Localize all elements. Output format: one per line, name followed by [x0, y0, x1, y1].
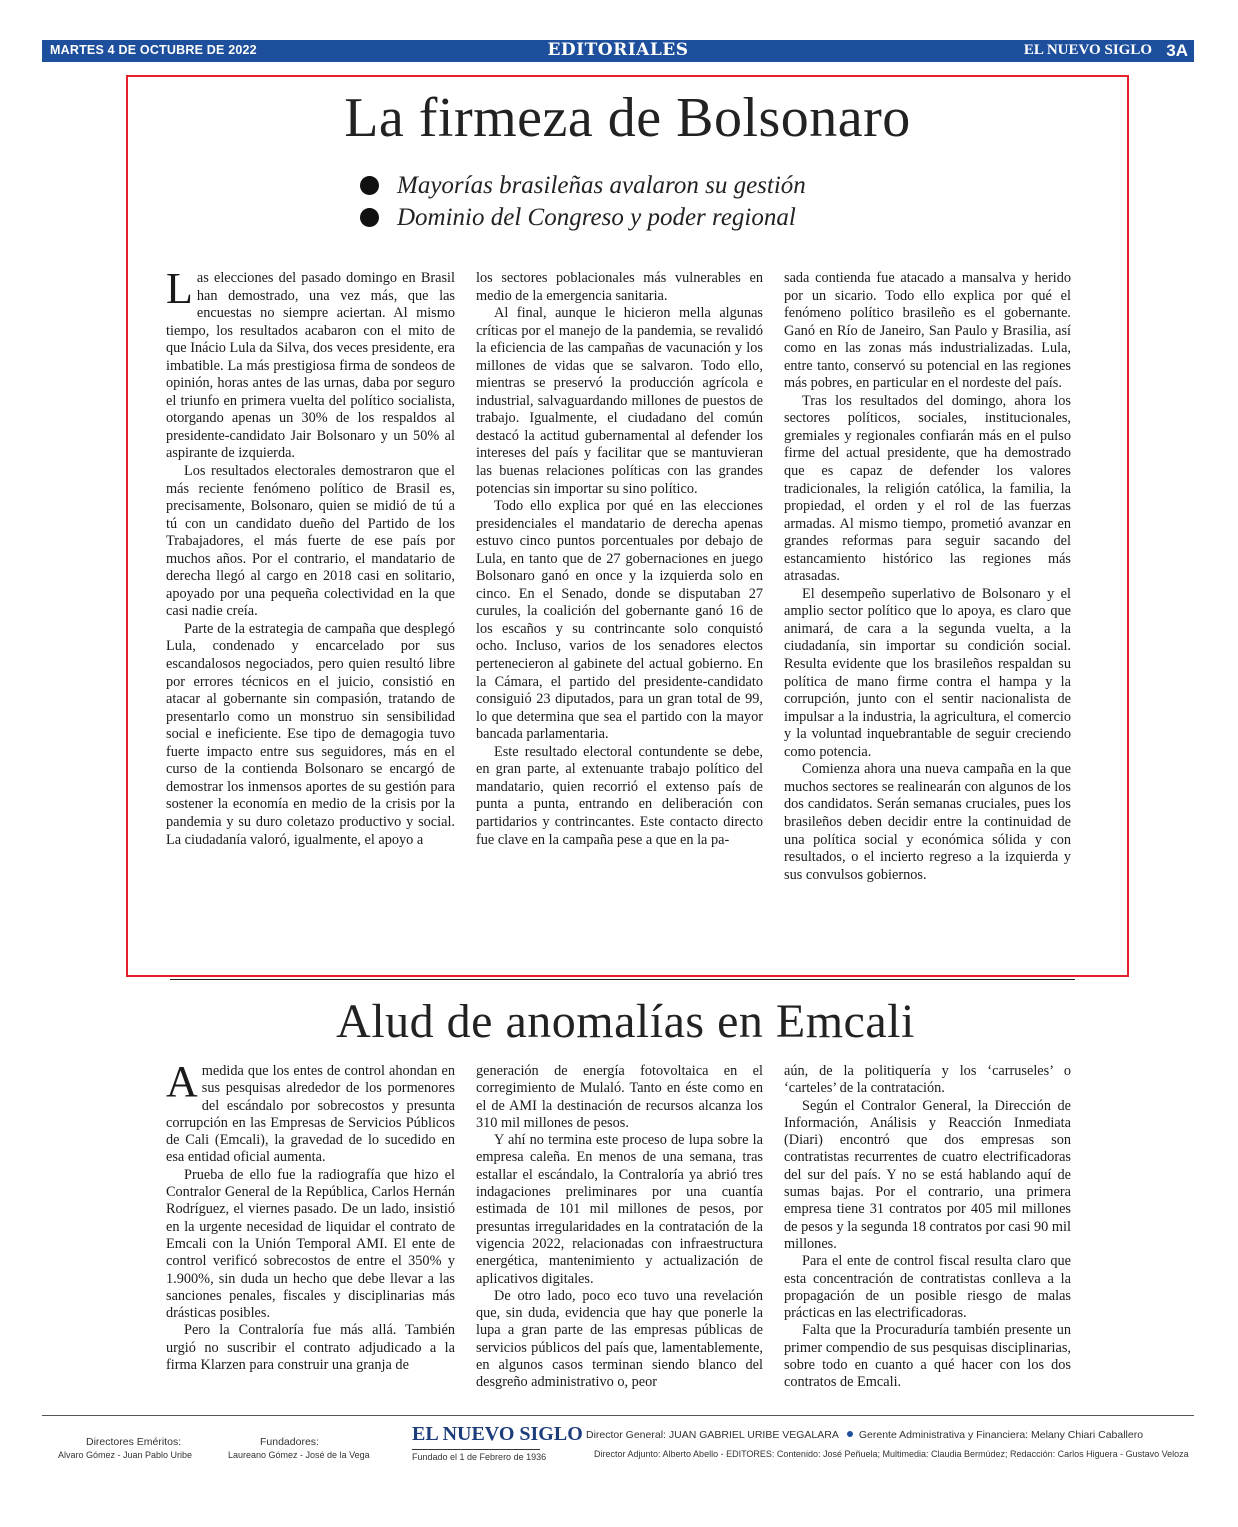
paragraph: Todo ello explica por qué en las elecciones presidenciales el mandatario de derecha apenas estuvo cinco puntos porcentuales por debajo de Lula, en tanto que de 27 gobernaciones en juego Bolsonaro ganó en once y la izquierda solo en cinco. En el Senado, donde se disputaban 27 curules, la coalición del gobernante ganó 16 de los escaños y su contrincante solo conquistó ocho. Incluso, varios de los senadores electos pertenecieron al gabinete del actual gobierno. En la Cámara, el partido del presidente-candidato consiguió 23 diputados, para un gran total de 99, lo que determina que sea el partido con la mayor bancada parlamentaria.	[476, 498, 763, 743]
paragraph: El desempeño superlativo de Bolsonaro y el amplio sector político que lo apoya, es claro que animará, de cara a la segunda vuelta, a la ciudadanía, sin importar su condición social. Resulta evidente que los brasileños respaldan su política de mano firme contra el hampa y la corrupción, junto con el sentir nacionalista de impulsar a la industria, la agricultura, el comercio y la voluntad inquebrantable de seguir creciendo como potencia.	[784, 585, 1071, 760]
editorial-1-column-3	[784, 270, 1071, 958]
founded-date: Fundado el 1 de Febrero de 1936	[412, 1452, 547, 1462]
editorial-1-bullet-1: Mayorías brasileñas avalaron su gestión	[360, 172, 960, 200]
editorial-1-bullet-2: Dominio del Congreso y poder regional	[360, 204, 960, 232]
section-divider	[170, 979, 1075, 980]
drop-cap: A	[166, 1063, 198, 1106]
paragraph: generación de energía fotovoltaica en el corregimiento de Mulaló. Tanto en éste como en el de AMI la destinación de recursos alcanza los 310 mil millones de pesos.	[476, 1063, 763, 1131]
bullet-dot-icon	[360, 208, 379, 227]
editorial-1-column-2	[476, 270, 763, 958]
drop-cap: L	[166, 270, 193, 313]
paragraph: De otro lado, poco eco tuvo una revelación que, sin duda, evidencia que hay que ponerle la lupa a gran parte de las empresas públicas de servicios públicos del país que, lamentablemente, en algunos casos terminan siendo blanco del desgreño administrativo o, peor	[476, 1287, 763, 1391]
header-bar	[42, 40, 1194, 62]
paragraph: Falta que la Procuraduría también presente un primer compendio de sus pesquisas disciplinarias, sobre todo en cuanto a qué hacer con los dos contratos de Emcali.	[784, 1322, 1071, 1391]
paragraph: Parte de la estrategia de campaña que desplegó Lula, condenado y encarcelado por sus escandalosos negociados, pero quien resultó libre por errores técnicos en el juicio, consistió en atacar al gobernante sin compasión, tratando de presentarlo como un monstruo sin sensibilidad social e ineficiente. Ese tipo de demagogia tuvo fuerte impacto entre sus seguidores, más en el curso de la contienda Bolsonaro se encargó de demostrar los inmensos aportes de su gestión para sostener la economía en medio de la crisis por la pandemia y su duro coletazo productivo y social. La ciudadanía valoró, igualmente, el apoyo a	[166, 620, 455, 848]
paragraph: Las elecciones del pasado domingo en Brasil han demostrado, una vez más, que las encuestas no siempre aciertan. Al mismo tiempo, los resultados acabaron con el mito de que Inácio Lula da Silva, dos veces presidente, era imbatible. La más prestigiosa firma de sondeos de opinión, horas antes de las urnas, daba por seguro el triunfo en primera vuelta del político socialista, otorgando apenas un 30% de los respaldos al presidente-candidato Jair Bolsonaro y un 50% al aspirante de izquierda.	[166, 270, 455, 462]
editorial-2-title: Alud de anomalías en Emcali	[336, 995, 915, 1048]
fundadores-names: Laureano Gómez - José de la Vega	[228, 1450, 370, 1460]
director-general: Director General: JUAN GABRIEL URIBE VEGALARA Gerente Administrativa y Financiera: Melany Chiari Caballero	[586, 1429, 1144, 1441]
issue-date: MARTES 4 DE OCTUBRE DE 2022	[50, 43, 257, 57]
emeritos-names: Alvaro Gómez - Juan Pablo Uribe	[58, 1450, 193, 1460]
paragraph: los sectores poblacionales más vulnerables en medio de la emergencia sanitaria.	[476, 270, 763, 304]
logo-underline	[412, 1449, 540, 1450]
editorial-2-column-2	[476, 1063, 763, 1395]
paragraph: Prueba de ello fue la radiografía que hizo el Contralor General de la República, Carlos Hernán Rodríguez, el viernes pasado. De un lado, insistió en la urgente necesidad de liquidar el contrato de Emcali con la Unión Temporal AMI. El ente de control verificó sobrecostos de entre el 350% y 1.900%, sin duda un hecho que debe llevar a las sanciones penales, fiscales y disciplinarias más drásticas posibles.	[166, 1166, 455, 1322]
paragraph: Según el Contralor General, la Dirección de Información, Análisis y Reacción Inmediata (Diari) encontró que dos empresas son contratistas recurrentes de cuatro electrificadoras del sur del país. Y no se está hablando aquí de sumas bajas. Por el contrario, una primera empresa tiene 31 contratos por 405 mil millones de pesos y la segunda 18 contratos por casi 90 mil millones.	[784, 1097, 1071, 1252]
paragraph: aún, de la politiquería y los ‘carruseles’ o ‘carteles’ de la contratación.	[784, 1063, 1071, 1097]
bullet-icon	[847, 1431, 853, 1437]
paragraph: Tras los resultados del domingo, ahora los sectores políticos, sociales, institucionales, gremiales y regionales confiarán más en el pulso firme del actual presidente, que ha demostrado que es capaz de defender los valores tradicionales, la religión católica, la familia, la propiedad, el orden y el rol de las fuerzas armadas. Al mismo tiempo, prometió avanzar en grandes reformas para seguir sacando del estancamiento histórico las regiones más atrasadas.	[784, 392, 1071, 585]
editorial-1-title: La firmeza de Bolsonaro	[344, 87, 911, 149]
editorial-2-column-1	[166, 1063, 455, 1395]
paragraph: sada contienda fue atacado a mansalva y herido por un sicario. Todo ello explica por qué el fenómeno político brasileño es el gobernante. Ganó en Río de Janeiro, San Paulo y Brasilia, así como en las zonas más industrializadas. Lula, entre tanto, conservó su potencial en las regiones más pobres, en particular en el nordeste del país.	[784, 270, 1071, 392]
paragraph: Comienza ahora una nueva campaña en la que muchos sectores se realinearán con algunos de los dos candidatos. Serán semanas cruciales, pues los brasileños deben decidir entre la continuidad de una política social y económica sólida y con resultados, o el incierto regreso a la izquierda y sus convulsos gobiernos.	[784, 761, 1071, 883]
editorial-staff: Director Adjunto: Alberto Abello - EDITORES: Contenido: José Peñuela; Multimedia: Claudia Bermúdez; Redacción: Carlos Higuera - Gustavo Veloza	[594, 1449, 1189, 1459]
paragraph: Los resultados electorales demostraron que el más reciente fenómeno político de Brasil es, precisamente, Bolsonaro, quien se midió de tú a tú con un candidato dueño del Partido de los Trabajadores, el más fuerte de ese país por muchos años. Por el contrario, el mandatario de derecha llegó al cargo en 2018 casi en solitario, apoyado por una pequeña colectividad en la que casi nadie creía.	[166, 463, 455, 620]
emeritos-label: Directores Eméritos:	[86, 1436, 182, 1448]
newspaper-logo: EL NUEVO SIGLO	[412, 1423, 583, 1445]
page-number: 3A	[1166, 41, 1188, 60]
paragraph: Este resultado electoral contundente se debe, en gran parte, al extenuante trabajo político del mandatario, quien recorrió el extenso país de punta a punta, entrando en deliberación con partidarios y contrincantes. Este contacto directo fue clave en la campaña pese a que en la pa-	[476, 743, 763, 848]
paragraph: Pero la Contraloría fue más allá. También urgió no suscribir el contrato adjudicado a la firma Klarzen para construir una granja de	[166, 1322, 455, 1374]
paragraph: Para el ente de control fiscal resulta claro que esta concentración de contratistas conlleva a la propagación de un posible riesgo de malas prácticas en las electrificadoras.	[784, 1253, 1071, 1322]
editorial-1-column-1	[166, 270, 455, 958]
paragraph: Al final, aunque le hicieron mella algunas críticas por el manejo de la pandemia, se revalidó la eficiencia de las campañas de vacunación y los millones de vidas que se salvaron. Todo ello, mientras se preservó la producción agrícola e industrial, salvaguardando millones de puestos de trabajo. Igualmente, el ciudadano del común destacó la actitud gubernamental al defender los intereses del país y facilitar que se mantuvieran las buenas relaciones políticas con las grandes potencias sin importar su sino político.	[476, 305, 763, 497]
paragraph: Y ahí no termina este proceso de lupa sobre la empresa caleña. En menos de una semana, tras estallar el escándalo, la Contraloría ya abrió tres indagaciones preliminares por una cuantía estimada de 101 mil millones de pesos, por presuntas irregularidades en la contratación de la vigencia 2022, relacionadas con infraestructura energética, mantenimiento y actualización de aplicativos digitales.	[476, 1132, 763, 1287]
editorial-2-column-3	[784, 1063, 1071, 1395]
section-title: EDITORIALES	[547, 40, 689, 60]
paragraph: Amedida que los entes de control ahondan en sus pesquisas alrededor de los pormenores del escándalo por sobrecostos y presunta corrupción en las Empresas de Servicios Públicos de Cali (Emcali), la gravedad de lo sucedido en esa entidad oficial aumenta.	[166, 1063, 455, 1166]
fundadores-label: Fundadores:	[260, 1436, 319, 1448]
masthead: EL NUEVO SIGLO	[1023, 42, 1152, 58]
footer-divider	[42, 1415, 1194, 1416]
bullet-dot-icon	[360, 176, 379, 195]
